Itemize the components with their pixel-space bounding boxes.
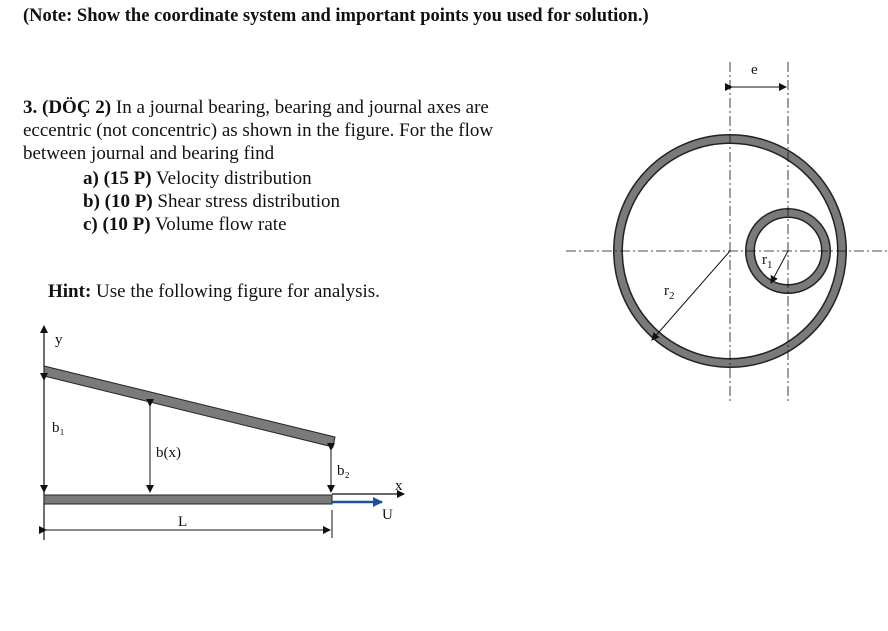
hint-label: Hint: <box>48 281 92 302</box>
part-b-text: Shear stress distribution <box>152 191 341 212</box>
r2-label: $r_2$ <box>664 283 675 302</box>
L-label: L <box>178 514 188 530</box>
part-c-text: Volume flow rate <box>150 214 287 235</box>
bx-label: b(x) <box>156 445 181 461</box>
part-a-label: a) (15 P) <box>83 168 152 189</box>
y-axis-label: y <box>55 332 63 348</box>
part-a-text: Velocity distribution <box>151 168 312 189</box>
b2-label: b₂ <box>337 463 350 479</box>
velocity-u-label: U <box>382 507 393 523</box>
note-heading: (Note: Show the coordinate system and important points you used for solution.) <box>23 6 649 26</box>
eccentricity-label: e <box>751 62 758 78</box>
hint-text: Use the following figure for analysis. <box>91 281 380 302</box>
r1-label: $r_1$ <box>762 252 773 271</box>
x-axis-label: x <box>395 478 403 494</box>
r1-radius-line <box>771 251 788 283</box>
question-body: In a journal bearing, bearing and journal axes are eccentric (not concentric) as shown in the figure. For the flow between journal and bearing find <box>23 97 494 164</box>
part-b-label: b) (10 P) <box>83 191 153 212</box>
b1-label: b₁ <box>52 420 65 436</box>
question-number: 3. (DÖÇ 2) <box>23 97 112 118</box>
part-c-label: c) (10 P) <box>83 214 151 235</box>
